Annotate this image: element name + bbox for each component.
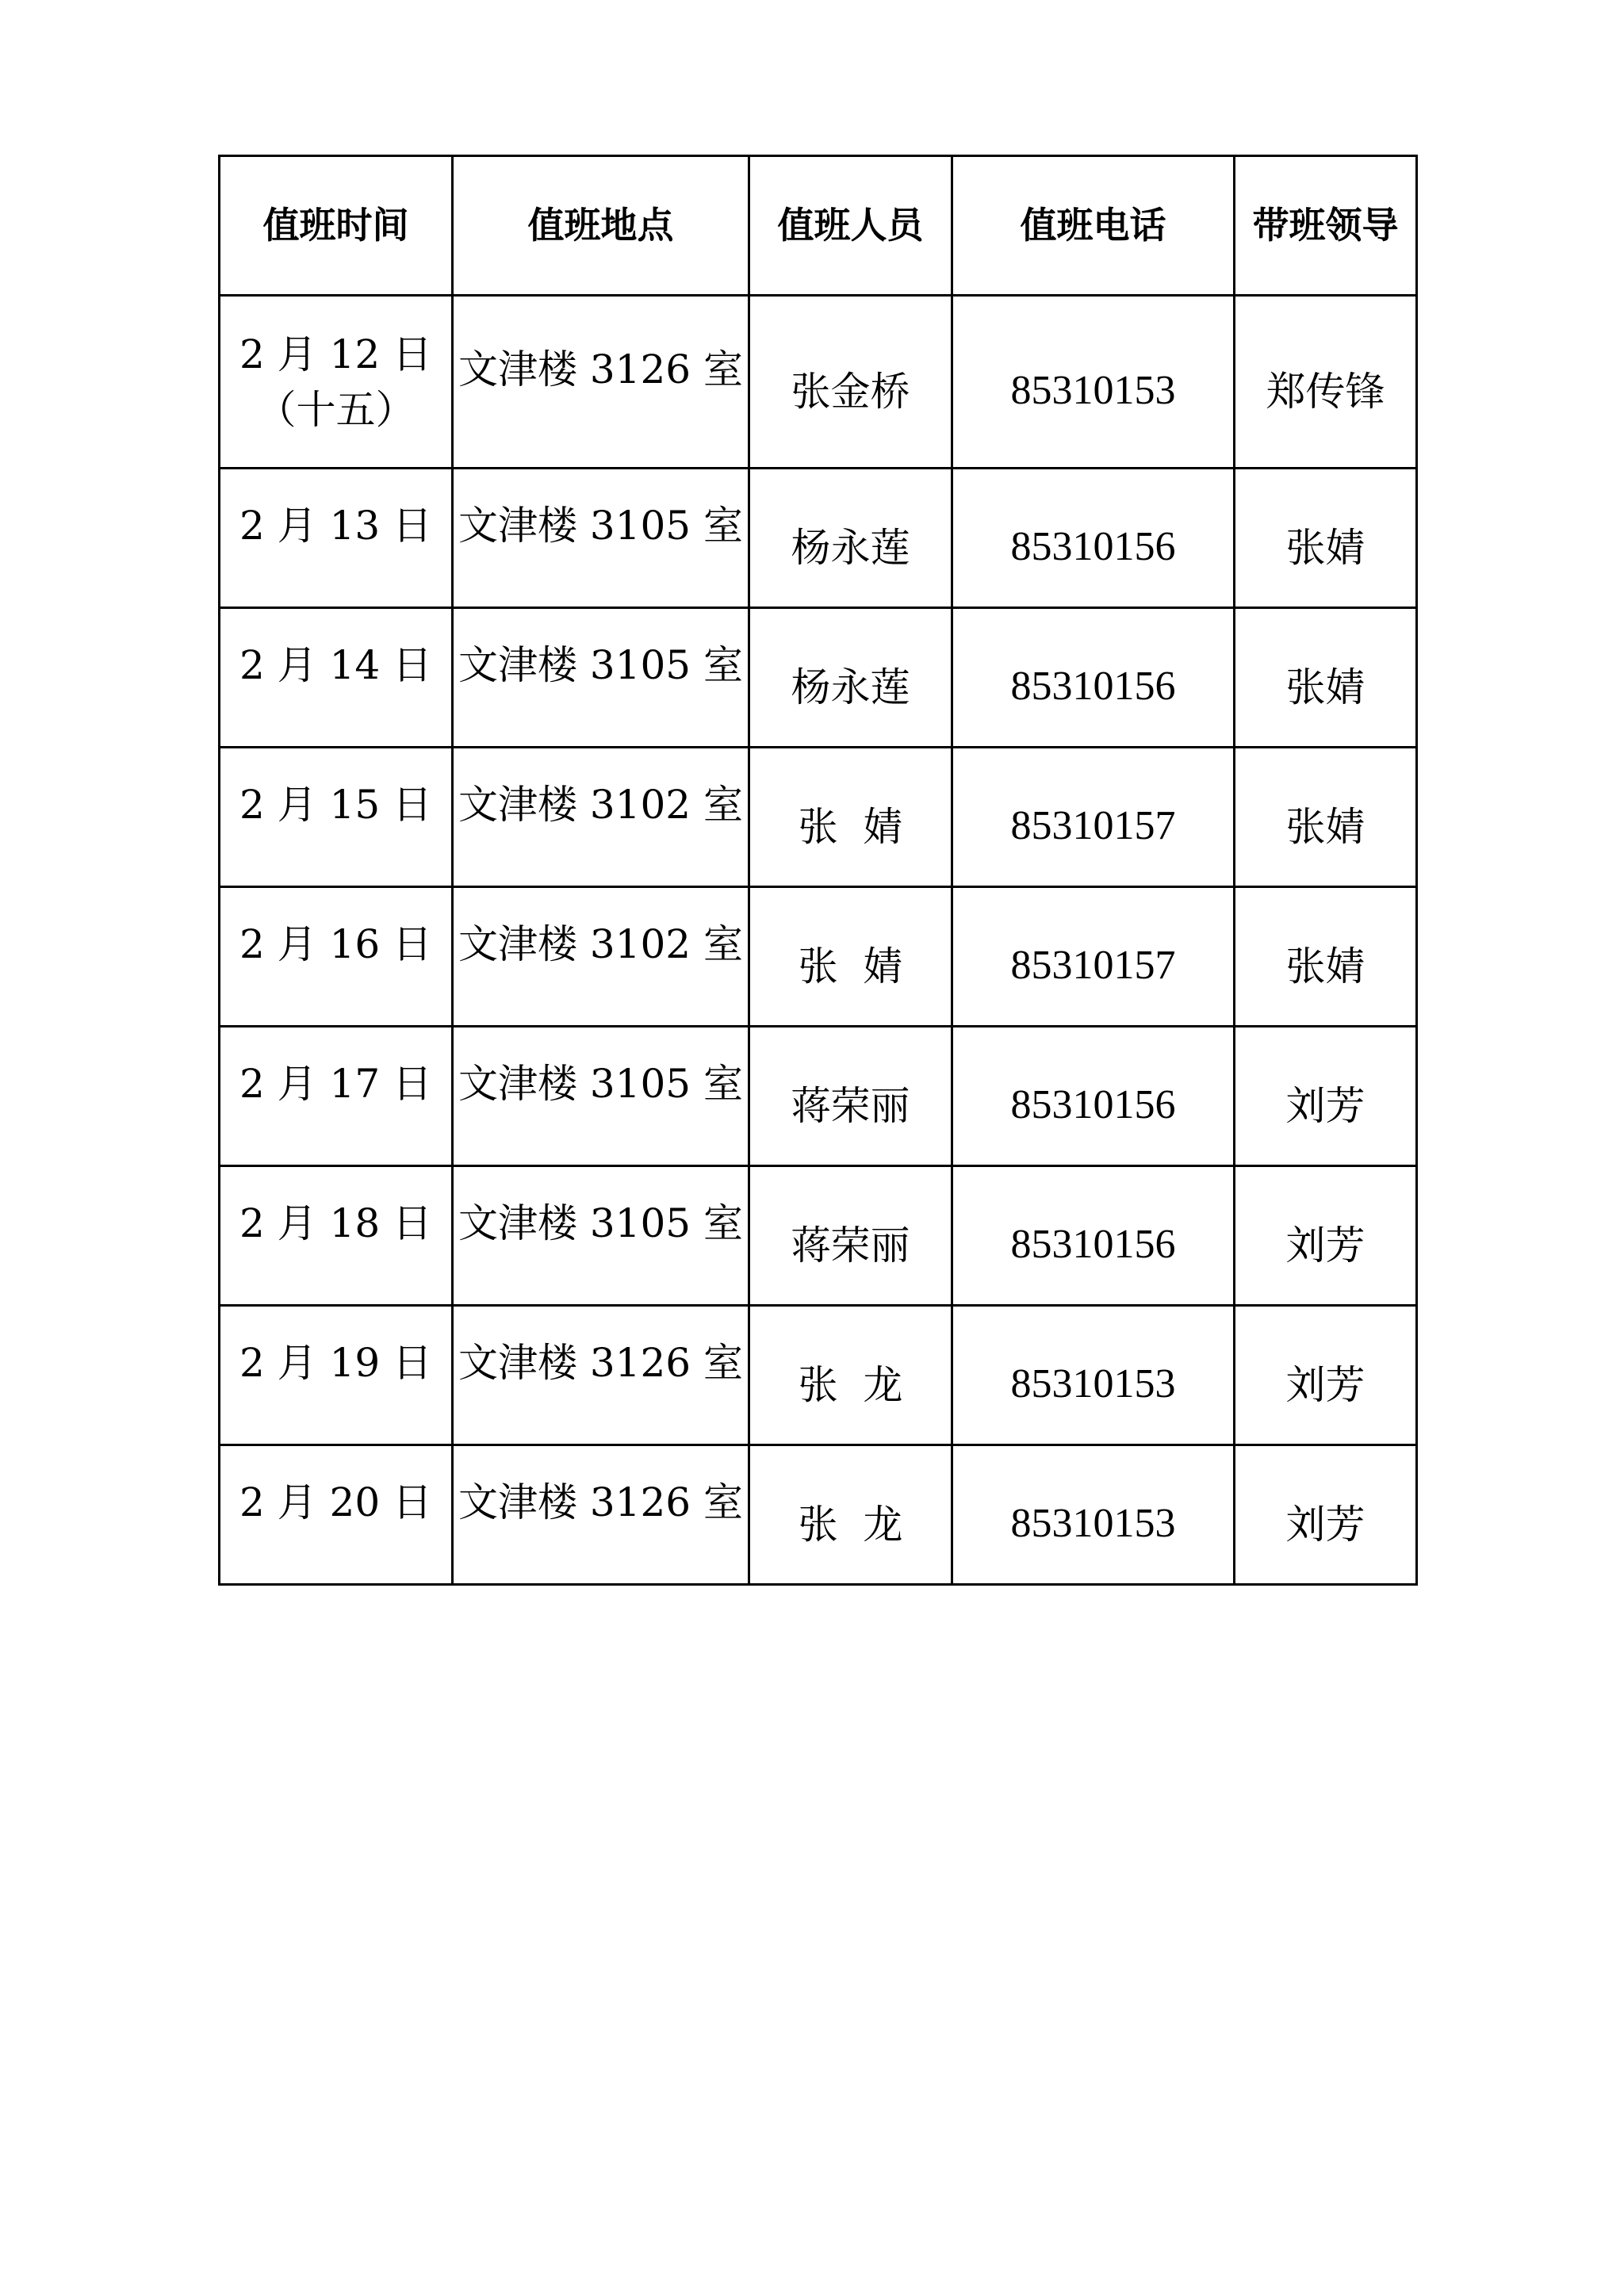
date-cell: 2 月 19 日 [220,1306,453,1445]
person-cell: 张金桥 [749,296,952,469]
phone-cell: 85310156 [952,469,1235,608]
date-cell: 2 月 13 日 [220,469,453,608]
phone-cell: 85310153 [952,1445,1235,1585]
header-leader: 带班领导 [1235,156,1417,296]
table-row [220,1306,1417,1445]
date-cell: 2 月 20 日 [220,1445,453,1585]
date-cell: 2 月 17 日 [220,1027,453,1166]
table-row [220,296,1417,469]
table-row [220,608,1417,748]
phone-cell: 85310156 [952,1027,1235,1166]
date-cell: 2 月 15 日 [220,748,453,887]
table-row [220,887,1417,1027]
person-cell: 蒋荣丽 [749,1166,952,1306]
table-row [220,748,1417,887]
header-phone: 值班电话 [952,156,1235,296]
header-time: 值班时间 [220,156,453,296]
leader-cell: 刘芳 [1235,1306,1417,1445]
person-cell: 蒋荣丽 [749,1027,952,1166]
phone-cell: 85310153 [952,296,1235,469]
table-row [220,1166,1417,1306]
leader-cell: 张婧 [1235,608,1417,748]
person-cell: 杨永莲 [749,469,952,608]
person-cell: 张 龙 [749,1306,952,1445]
header-person: 值班人员 [749,156,952,296]
leader-cell: 刘芳 [1235,1027,1417,1166]
leader-cell: 张婧 [1235,469,1417,608]
leader-cell: 郑传锋 [1235,296,1417,469]
phone-cell: 85310157 [952,748,1235,887]
location-cell: 文津楼 3105 室 [453,608,749,748]
table-header-row [220,156,1417,296]
person-cell: 杨永莲 [749,608,952,748]
duty-schedule-sheet [218,155,1418,1586]
location-cell: 文津楼 3102 室 [453,748,749,887]
date-note: （十五） [256,386,416,433]
person-cell: 张 婧 [749,748,952,887]
leader-cell: 刘芳 [1235,1166,1417,1306]
table-row [220,1445,1417,1585]
phone-cell: 85310157 [952,887,1235,1027]
phone-cell: 85310156 [952,608,1235,748]
location-cell: 文津楼 3126 室 [453,1445,749,1585]
person-cell: 张 婧 [749,887,952,1027]
phone-cell: 85310153 [952,1306,1235,1445]
leader-cell: 刘芳 [1235,1445,1417,1585]
person-cell: 张 龙 [749,1445,952,1585]
date-cell: 2 月 16 日 [220,887,453,1027]
location-cell: 文津楼 3126 室 [453,296,749,469]
location-cell: 文津楼 3126 室 [453,1306,749,1445]
table-row [220,469,1417,608]
leader-cell: 张婧 [1235,748,1417,887]
leader-cell: 张婧 [1235,887,1417,1027]
header-location: 值班地点 [453,156,749,296]
table-row [220,1027,1417,1166]
phone-cell: 85310156 [952,1166,1235,1306]
date-text: 2 月 12 日 [239,331,433,377]
location-cell: 文津楼 3105 室 [453,1166,749,1306]
date-cell: 2 月 18 日 [220,1166,453,1306]
location-cell: 文津楼 3105 室 [453,469,749,608]
date-cell [220,296,453,469]
location-cell: 文津楼 3105 室 [453,1027,749,1166]
duty-schedule-table [218,155,1418,1586]
date-cell: 2 月 14 日 [220,608,453,748]
location-cell: 文津楼 3102 室 [453,887,749,1027]
